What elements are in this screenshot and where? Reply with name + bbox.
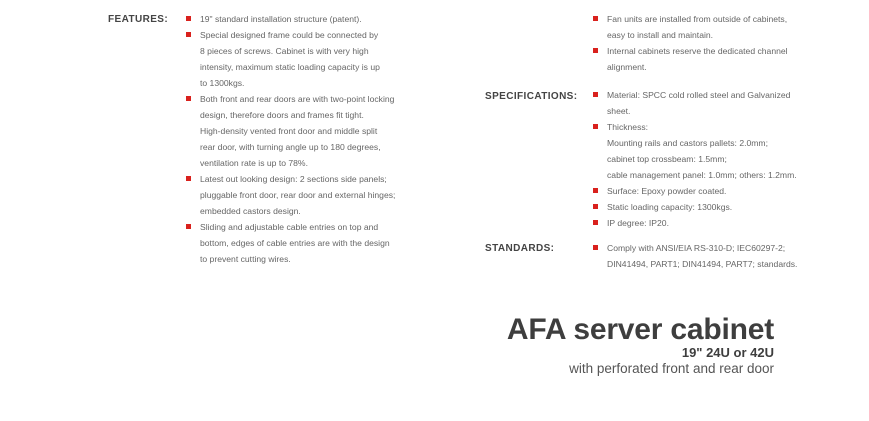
list-item-line: High-density vented front door and middle split [200,126,378,136]
list-item-line: Static loading capacity: 1300kgs. [607,202,733,212]
bullet-icon [186,16,191,21]
product-sizes: 19" 24U or 42U [681,345,774,360]
list-item-line: Both front and rear doors are with two-point locking [200,94,395,104]
list-item-line: Internal cabinets reserve the dedicated channel [607,46,788,56]
list-item [593,183,823,199]
bullet-icon [593,16,598,21]
bullet-icon [593,245,598,250]
bullet-icon [186,32,191,37]
specifications-label: SPECIFICATIONS: [485,91,578,102]
list-item [593,87,823,119]
bullet-icon [593,48,598,53]
list-item-line: DIN41494, PART1; DIN41494, PART7; standards. [607,259,798,269]
features-continued-list [593,11,813,75]
bullet-icon [186,96,191,101]
list-item-line: to prevent cutting wires. [200,254,291,264]
specifications-list [593,87,823,231]
list-item-line: alignment. [607,62,647,72]
list-item-line: ventilation rate is up to 78%. [200,158,308,168]
list-item-line: rear door, with turning angle up to 180 degrees, [200,142,381,152]
list-item [593,11,813,43]
list-item [186,27,396,91]
list-item-line: intensity, maximum static loading capacity is up [200,62,380,72]
list-item-line: 19" standard installation structure (patent). [200,14,362,24]
list-item [593,240,823,272]
list-item-line: easy to install and maintain. [607,30,714,40]
list-item-line: Surface: Epoxy powder coated. [607,186,727,196]
list-item-line: cable management panel: 1.0mm; others: 1.2mm. [607,170,797,180]
list-item [186,11,396,27]
list-item-line: sheet. [607,106,631,116]
features-label: FEATURES: [108,14,169,25]
product-subtitle: with perforated front and rear door [569,361,774,376]
list-item-line: Sliding and adjustable cable entries on top and [200,222,379,232]
bullet-icon [593,92,598,97]
list-item-line: embedded castors design. [200,206,301,216]
list-item-line: IP degree: IP20. [607,218,669,228]
list-item-line: Special designed frame could be connected by [200,30,379,40]
list-item-line: Material: SPCC cold rolled steel and Galvanized [607,90,791,100]
list-item [593,199,823,215]
list-item [186,219,396,267]
list-item-line: pluggable front door, rear door and external hinges; [200,190,396,200]
bullet-icon [593,220,598,225]
list-item-line: Comply with ANSI/EIA RS-310-D; IEC60297-2; [607,243,786,253]
bullet-icon [186,224,191,229]
bullet-icon [593,124,598,129]
list-item [593,43,813,75]
list-item-line: Mounting rails and castors pallets: 2.0mm; [607,138,768,148]
standards-label: STANDARDS: [485,243,555,254]
features-list [186,11,396,267]
list-item-line: design, therefore doors and frames fit tight. [200,110,364,120]
list-item-line: bottom, edges of cable entries are with the design [200,238,390,248]
list-item-line: Thickness: [607,122,649,132]
product-title: AFA server cabinet [506,313,774,346]
list-item-line: cabinet top crossbeam: 1.5mm; [607,154,727,164]
list-item [593,119,823,183]
bullet-icon [593,188,598,193]
list-item-line: Fan units are installed from outside of cabinets, [607,14,788,24]
list-item-line: to 1300kgs. [200,78,245,88]
bullet-icon [186,176,191,181]
list-item [186,91,396,171]
standards-list [593,240,823,272]
product-title-block [507,315,774,377]
list-item-line: 8 pieces of screws. Cabinet is with very high [200,46,369,56]
list-item [593,215,823,231]
bullet-icon [593,204,598,209]
list-item [186,171,396,219]
list-item-line: Latest out looking design: 2 sections side panels; [200,174,387,184]
